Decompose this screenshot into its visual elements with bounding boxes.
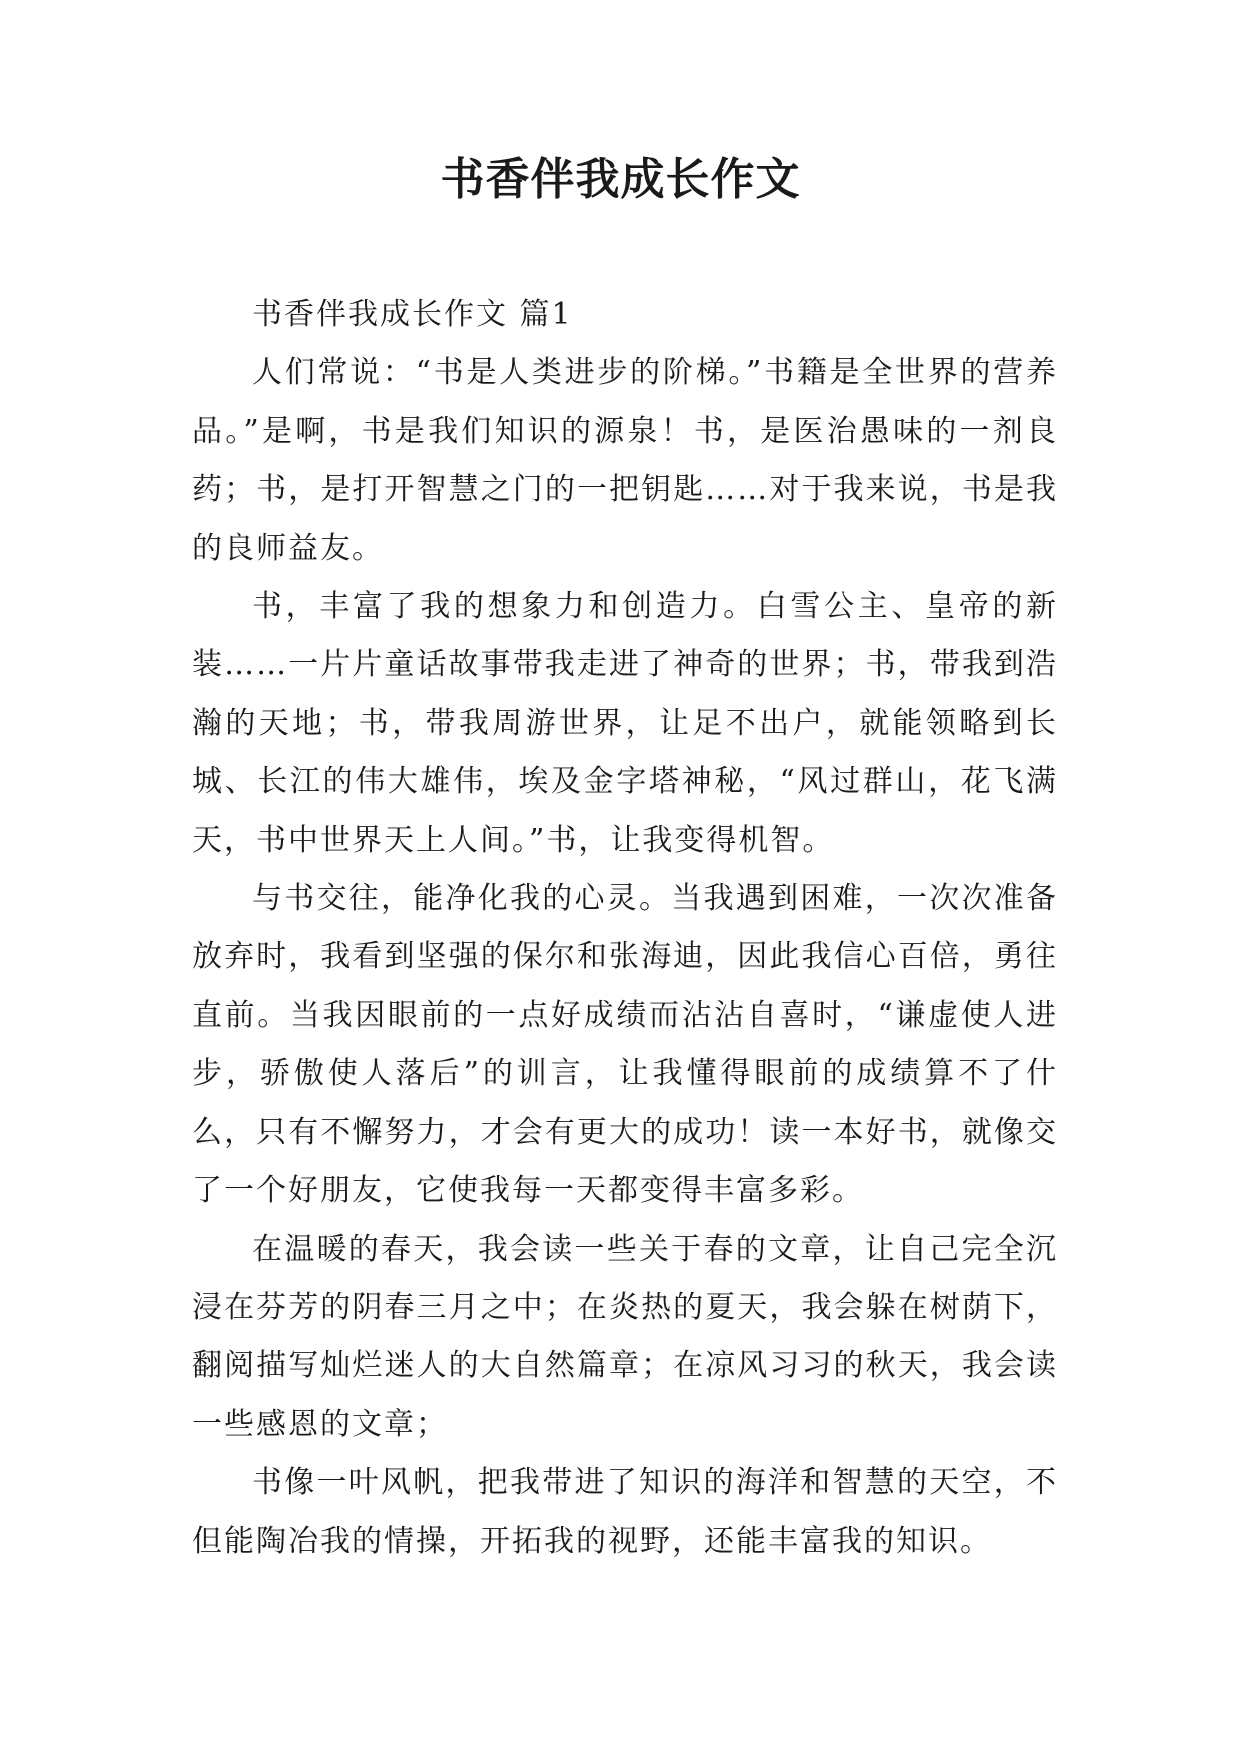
document-body <box>192 286 1058 1571</box>
document-title: 书香伴我成长作文 <box>440 154 801 205</box>
paragraph-5: 书像一叶风帆，把我带进了知识的海洋和智慧的天空，不但能陶冶我的情操，开拓我的视野，还能丰富我的知识。 <box>192 1465 1058 1559</box>
paragraph-1: 人们常说：“书是人类进步的阶梯。”书籍是全世界的营养品。”是啊，书是我们知识的源泉！书，是医治愚味的一剂良药；书，是打开智慧之门的一把钥匙……对于我来说，书是我的良师益友。 <box>192 355 1058 566</box>
paragraph-2: 书，丰富了我的想象力和创造力。白雪公主、皇帝的新装……一片片童话故事带我走进了神奇的世界；书，带我到浩瀚的天地；书，带我周游世界，让足不出户，就能领略到长城、长江的伟大雄伟，埃及金字塔神秘，“风过群山，花飞满天，书中世界天上人间。”书，让我变得机智。 <box>192 589 1058 858</box>
paragraph-4: 在温暖的春天，我会读一些关于春的文章，让自己完全沉浸在芬芳的阴春三月之中；在炎热的夏天，我会躲在树荫下，翻阅描写灿烂迷人的大自然篇章；在凉风习习的秋天，我会读一些感恩的文章； <box>192 1231 1058 1442</box>
paragraph-3: 与书交往，能净化我的心灵。当我遇到困难，一次次准备放弃时，我看到坚强的保尔和张海迪，因此我信心百倍，勇往直前。当我因眼前的一点好成绩而沾沾自喜时，“谦虚使人进步，骄傲使人落后”的训言，让我懂得眼前的成绩算不了什么，只有不懈努力，才会有更大的成功！读一本好书，就像交了一个好朋友，它使我每一天都变得丰富多彩。 <box>192 881 1058 1209</box>
section-heading: 书香伴我成长作文 篇1 <box>252 297 573 332</box>
